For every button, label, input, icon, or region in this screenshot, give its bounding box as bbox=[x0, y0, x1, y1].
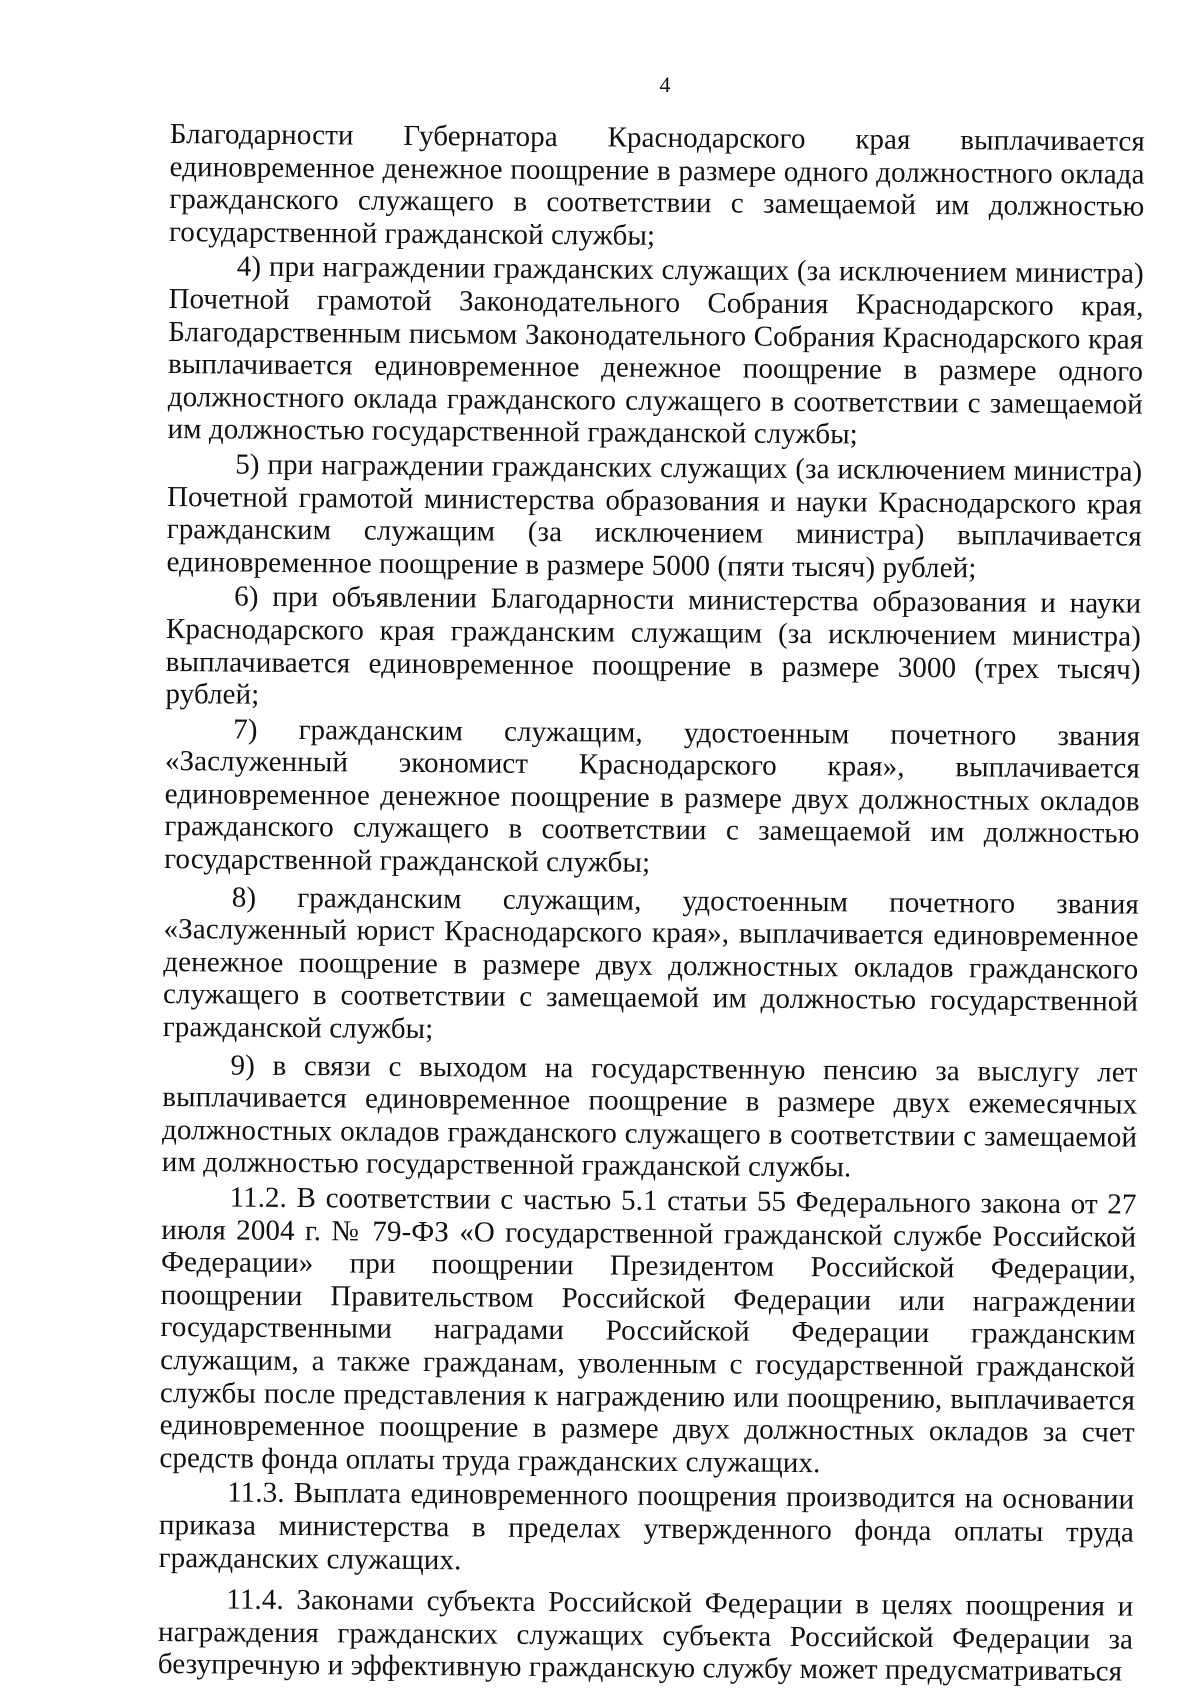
paragraph-item-7: 7) гражданским служащим, удостоенным почетного звания «Заслуженный экономист Краснодарского края», выплачивается единовременное денежное поощрение в размере двух должностных окладов гражданского служащего в соответствии с замещаемой им должностью государственной гражданской службы; bbox=[164, 713, 1141, 879]
paragraph-11-2: 11.2. В соответствии с частью 5.1 статьи 55 Федерального закона от 27 июля 2004 г. № 79-ФЗ «О государственной гражданской службе Российской Федерации» при поощрении Президентом Российской Федерации, поощрении Правительством Российской Федерации или награждении государственными наградами Российской Федерации гражданским служащим, а также гражданам, уволенным с государственной гражданской службы после представления к награждению или поощрению, выплачивается единовременное поощрение в размере двух должностных окладов за счет средств фонда оплаты труда гражданских служащих. bbox=[159, 1181, 1137, 1479]
paragraph-item-9: 9) в связи с выходом на государственную пенсию за выслугу лет выплачивается единовременное поощрение в размере двух ежемесячных должностных окладов гражданского служащего в соответствии с замещаемой им должностью государственной гражданской службы. bbox=[161, 1049, 1138, 1184]
paragraph-continuation: Благодарности Губернатора Краснодарского края выплачивается единовременное денежное поощрение в размере одного должностного оклада гражданского служащего в соответствии с замещаемой им должностью государственной гражданской службы; bbox=[168, 118, 1145, 252]
document-body bbox=[158, 118, 1145, 1689]
paragraph-item-8: 8) гражданским служащим, удостоенным почетного звания «Заслуженный юрист Краснодарского края», выплачивается единовременное денежное поощрение в размере двух должностных окладов гражданского служащего в соответствии с замещаемой им должностью государственной гражданской службы; bbox=[162, 881, 1139, 1046]
paragraph-11-3: 11.3. Выплата единовременного поощрения производится на основании приказа министерства в пределах утвержденного фонда оплаты труда гражданских служащих. bbox=[158, 1476, 1135, 1576]
page-number: 4 bbox=[659, 72, 671, 97]
paragraph-item-4: 4) при награждении гражданских служащих (за исключением министра) Почетной грамотой Законодательного Собрания Краснодарского края, Благодарственным письмом Законодательного Собрания Краснодарского края выплачивается единовременное денежное поощрение в размере одного должностного оклада гражданского служащего в соответствии с замещаемой им должностью государственной гражданской службы; bbox=[167, 250, 1144, 451]
paragraph-item-6: 6) при объявлении Благодарности министерства образования и науки Краснодарского края гражданским служащим (за исключением министра) выплачивается единовременное поощрение в размере 3000 (трех тысяч) рублей; bbox=[165, 580, 1142, 711]
paragraph-item-5: 5) при награждении гражданских служащих (за исключением министра) Почетной грамотой министерства образования и науки Краснодарского края гражданским служащим (за исключением министра) выплачивается единовременное поощрение в размере 5000 (пяти тысяч) рублей; bbox=[166, 448, 1143, 585]
paragraph-11-4: 11.4. Законами субъекта Российской Федерации в целях поощрения и награждения гражданских служащих субъекта Российской Федерации за безупречную и эффективную гражданскую службу может предусматриваться bbox=[157, 1583, 1134, 1688]
